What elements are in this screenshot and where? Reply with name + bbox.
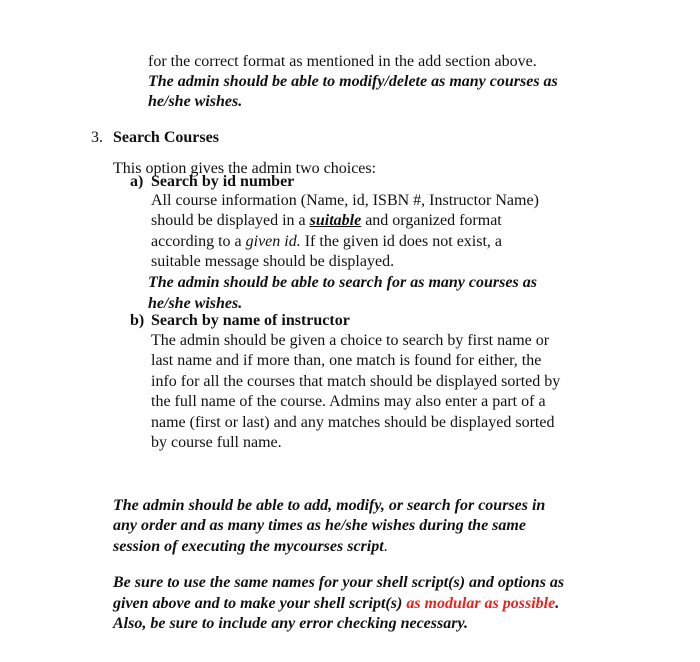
item-b-body-line: last name and if more than, one match is found for either, the bbox=[151, 352, 542, 369]
note1-line-3 bbox=[113, 537, 388, 557]
item-b-body-line: The admin should be given a choice to search by first name or bbox=[151, 332, 550, 349]
item-b-body-line: by course full name. bbox=[151, 434, 282, 451]
item-b-marker: b) bbox=[130, 312, 145, 329]
item-a-body-line-3 bbox=[151, 232, 502, 252]
note2-line-3: Also, be sure to include any error checking necessary. bbox=[113, 615, 468, 632]
section-number: 3. bbox=[91, 129, 103, 146]
given-id-emphasis: given id. bbox=[245, 233, 301, 250]
note2-line-2-end: . bbox=[555, 595, 560, 612]
item-a-body-line-4: suitable message should be displayed. bbox=[151, 253, 395, 270]
intro-bold-line-2: he/she wishes. bbox=[148, 93, 243, 110]
intro-bold-line-1: The admin should be able to modify/delete as many courses as bbox=[148, 73, 558, 90]
item-a-body-line-1: All course information (Name, id, ISBN #, Instructor Name) bbox=[151, 192, 539, 209]
item-a-bold-line-2: he/she wishes. bbox=[148, 295, 243, 312]
item-a-body-2-pre: should be displayed in a bbox=[151, 212, 310, 229]
section-title: Search Courses bbox=[113, 129, 219, 146]
item-a-body-3-post: If the given id does not exist, a bbox=[300, 233, 503, 250]
note1-line-3-end: . bbox=[383, 538, 388, 555]
item-b-title: Search by name of instructor bbox=[151, 312, 350, 329]
note1-line-1: The admin should be able to add, modify, or search for courses in bbox=[113, 497, 546, 514]
item-a-title: Search by id number bbox=[151, 173, 295, 190]
modular-highlight: as modular as possible bbox=[406, 595, 556, 612]
item-a-body-line-2 bbox=[151, 211, 502, 231]
suitable-emphasis: suitable bbox=[309, 212, 362, 229]
note2-line-1: Be sure to use the same names for your shell script(s) and options as bbox=[113, 574, 565, 591]
item-a-bold-line-1: The admin should be able to search for as many courses as bbox=[148, 274, 537, 291]
section-intro: This option gives the admin two choices: bbox=[113, 160, 377, 177]
item-a-marker: a) bbox=[130, 173, 144, 190]
item-a-body-2-post: and organized format bbox=[361, 212, 502, 229]
item-b-body-line: name (first or last) and any matches should be displayed sorted bbox=[151, 414, 555, 431]
note2-line-2 bbox=[113, 594, 559, 614]
intro-line: for the correct format as mentioned in the add section above. bbox=[148, 53, 537, 70]
item-b-body-line: the full name of the course. Admins may also enter a part of a bbox=[151, 393, 546, 410]
note1-line-3-text: session of executing the mycourses script bbox=[113, 538, 384, 555]
item-b-body-line: info for all the courses that match should be displayed sorted by bbox=[151, 373, 561, 390]
item-a-body-3-pre: according to a bbox=[151, 233, 246, 250]
note1-line-2: any order and as many times as he/she wishes during the same bbox=[113, 517, 526, 534]
note2-line-2-pre: given above and to make your shell script(s) bbox=[113, 595, 407, 612]
